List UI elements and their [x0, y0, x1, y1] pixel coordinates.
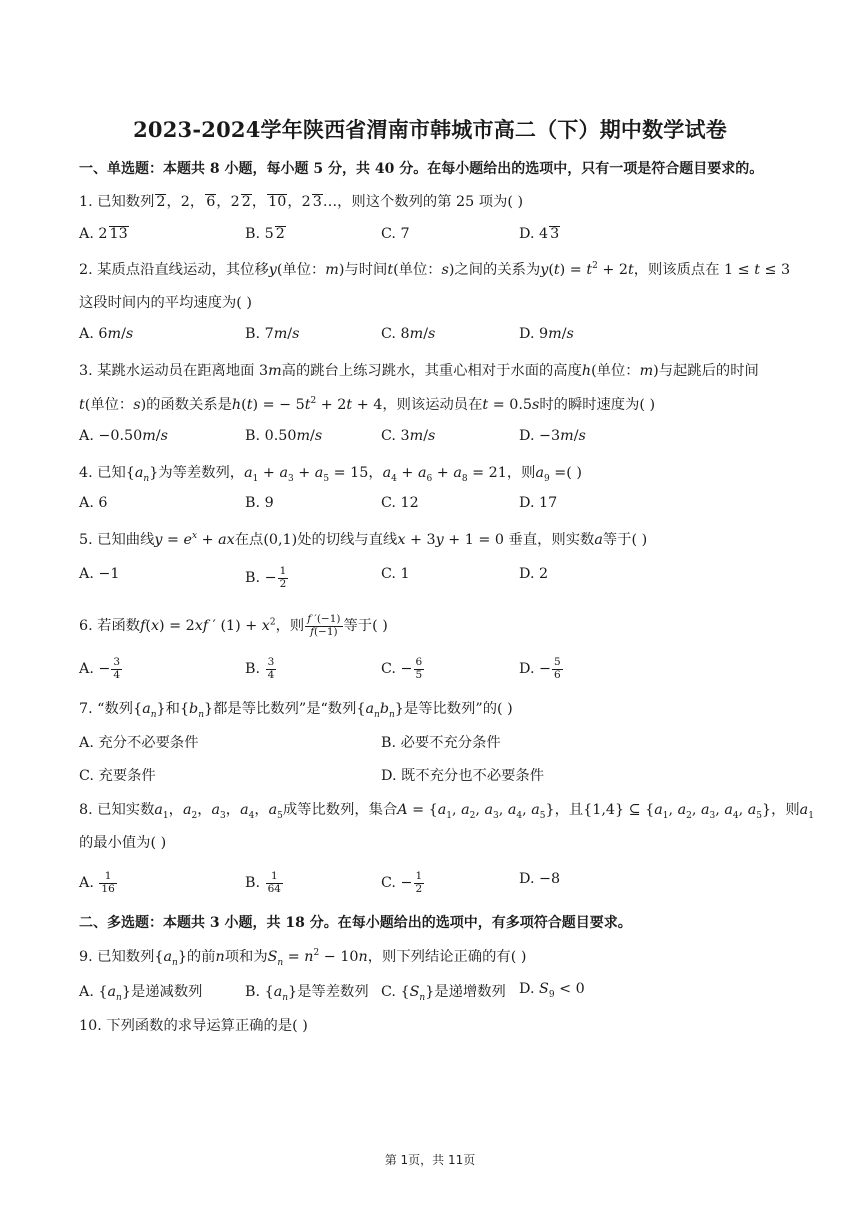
option-c: C. 充要条件: [79, 768, 156, 784]
option-a: A. $\frac{1}{16}$: [79, 870, 115, 895]
option-a: A. 2 13: [79, 226, 128, 242]
option-a: A. $\{a_n\}$是递减数列: [79, 984, 203, 1003]
question-9-options: [79, 981, 779, 1003]
section-multi-choice-header: 二、多选题：本题共 3 小题，共 18 分。在每小题给出的选项中，有多项符合题目要求。: [79, 915, 632, 931]
page-footer: 第 1页，共 11页: [384, 1153, 476, 1167]
option-d: D. −3m/s: [519, 428, 586, 444]
option-b: B. 必要不充分条件: [381, 735, 501, 751]
option-c: C. − $\frac{6}{5}$: [381, 656, 423, 681]
option-a: A. 6m/s: [79, 326, 134, 342]
question-4: 4. 已知$\{a_n\}$为等差数列，$a_1 + a_3 + a_5 = 15$，$a_4 + a_6 + a_8 = 21$，则$a_9$ =( ): [79, 465, 582, 484]
page-title: 2023-2024学年陕西省渭南市韩城市高二（下）期中数学试卷: [133, 117, 727, 142]
section-single-choice-header: 一、单选题：本题共 8 小题，每小题 5 分，共 40 分。在每小题给出的选项中，只有一项是符合题目要求的。: [79, 161, 764, 177]
question-8-options: [79, 871, 779, 893]
option-b: B. $\frac{1}{64}$: [245, 870, 281, 895]
option-b: B. $\frac{3}{4}$: [245, 656, 275, 681]
question-7-options-row-1: [79, 732, 779, 754]
question-5: 5. 已知曲线$y = e^x$ + ax在点(0,1)处的切线与直线x + 3y + 1 = 0 垂直，则实数a等于( ): [79, 531, 648, 548]
option-c: C. $\{S_n\}$是递增数列: [381, 984, 506, 1003]
question-3-options: [79, 428, 779, 450]
option-a: A. 6: [79, 495, 108, 511]
question-6: 6. 若函数f(x) = 2xf ′ $(1) + x^2$，则 $\frac{f '(-1)}{f(-1)}$ 等于( ): [79, 613, 388, 638]
question-1: 1. 已知数列 2，2， 6，2 2， 10，2 3…，则这个数列的第 25 项为( ): [79, 194, 524, 210]
question-2-line-2: 这段时间内的平均速度为( ): [79, 295, 252, 311]
option-d: D. − $\frac{5}{6}$: [519, 656, 561, 681]
question-5-options: [79, 566, 779, 588]
question-3-line-1: 3. 某跳水运动员在距离地面 3m高的跳台上练习跳水，其重心相对于水面的高度h(单位：m)与起跳后的时间: [79, 363, 759, 379]
option-d: D. −8: [519, 871, 561, 887]
option-b: B. 0.50m/s: [245, 428, 323, 444]
option-c: C. 1: [381, 566, 410, 582]
option-d: D. $S_9 < 0$: [519, 981, 585, 1000]
option-a: A. −0.50m/s: [79, 428, 168, 444]
option-d: D. 4 3: [519, 226, 560, 242]
option-c: C. − $\frac{1}{2}$: [381, 870, 423, 895]
option-d: D. 9m/s: [519, 326, 574, 342]
question-9: 9. 已知数列$\{a_n\}$的前n项和为$S_n = n^2 - 10n$，则下列结论正确的有( ): [79, 948, 527, 968]
question-10: 10. 下列函数的求导运算正确的是( ): [79, 1018, 308, 1034]
option-c: C. 3m/s: [381, 428, 436, 444]
option-b: B. 7m/s: [245, 326, 300, 342]
question-8-line-2: 的最小值为( ): [79, 835, 167, 851]
question-7: 7. “数列$\{a_n\}$和$\{b_n\}$都是等比数列”是“数列$\{a_nb_n\}$是等比数列”的( ): [79, 701, 513, 720]
question-2-line-1: 2. 某质点沿直线运动，其位移y(单位：m)与时间t(单位：s)之间的关系为$y(t) = t^2 + 2t$，则该质点在 1 ≤ t ≤ 3: [79, 261, 791, 278]
question-6-options: [79, 657, 779, 679]
option-c: C. 7: [381, 226, 410, 242]
option-b: B. 9: [245, 495, 274, 511]
option-d: D. 2: [519, 566, 549, 582]
question-4-options: [79, 495, 779, 517]
question-3-line-2: t(单位：s)的函数关系是h(t) = − $5t^2 + 2t + 4$，则该运动员在t = 0.5s时的瞬时速度为( ): [79, 396, 656, 413]
option-d: D. 17: [519, 495, 558, 511]
option-c: C. 8m/s: [381, 326, 436, 342]
option-b: B. 5 2: [245, 226, 285, 242]
option-c: C. 12: [381, 495, 419, 511]
question-1-options: [79, 226, 779, 248]
question-7-options-row-2: [79, 765, 779, 787]
option-a: A. − $\frac{3}{4}$: [79, 656, 121, 681]
option-a: A. −1: [79, 566, 120, 582]
option-a: A. 充分不必要条件: [79, 735, 199, 751]
option-b: B. $\{a_n\}$是等差数列: [245, 984, 369, 1003]
option-b: B. − $\frac{1}{2}$: [245, 565, 287, 590]
question-8-line-1: 8. 已知实数$a_1$，$a_2$，$a_3$，$a_4$，$a_5$成等比数列，集合$A = \{a_1$, $a_2$, $a_3$, $a_4$, $a_5$}，且{1,4} ⊆ {$a_1$, $a_2$, $a_3$, $a_4$, $a_5$}，则$a_1$: [79, 802, 814, 821]
question-2-options: [79, 326, 779, 348]
option-d: D. 既不充分也不必要条件: [381, 768, 545, 784]
